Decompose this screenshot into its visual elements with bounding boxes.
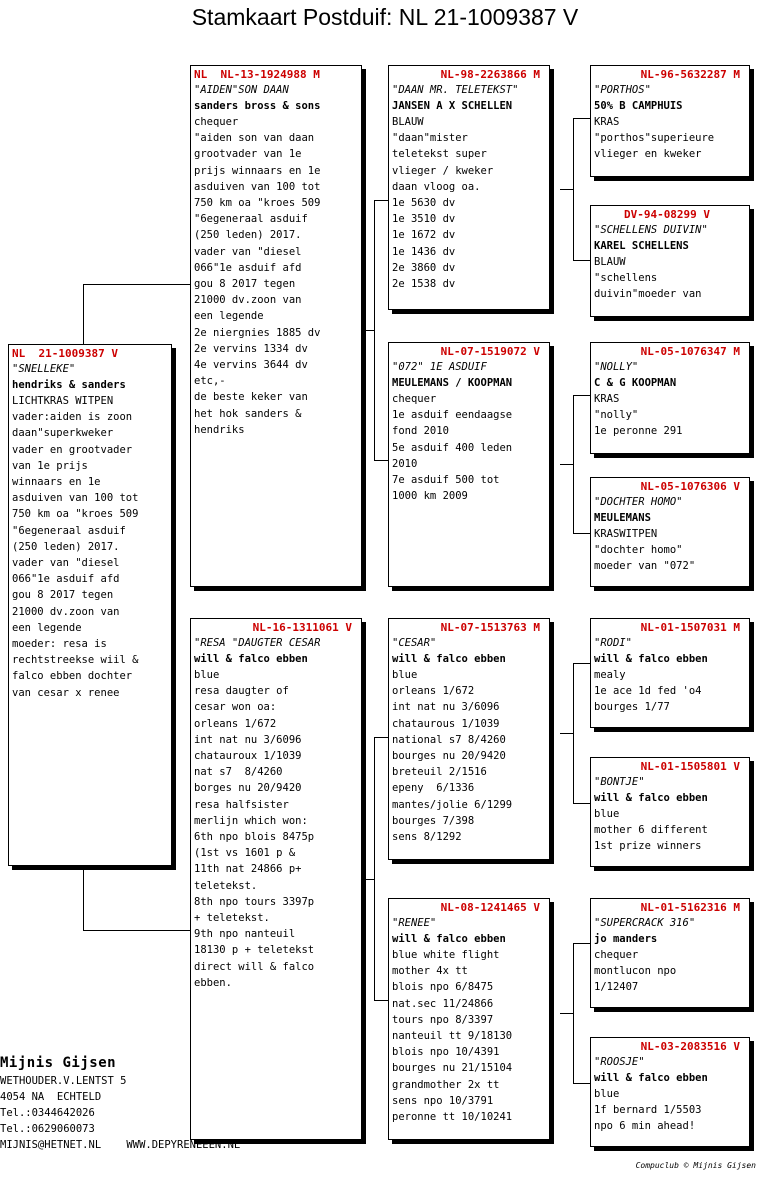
info-line: 11th nat 24866 p+ — [194, 863, 302, 876]
info-line: fond 2010 — [392, 425, 449, 438]
info-line: "6egeneraal asduif — [12, 524, 126, 537]
ring-number: DV-94-08299 V — [623, 208, 711, 221]
info-line: 1e 5630 dv — [392, 197, 456, 210]
pigeon-name: "072" 1E ASDUIF — [392, 361, 487, 373]
pigeon-owner: will & falco ebben — [392, 653, 506, 665]
info-line: 2e 1538 dv — [392, 278, 456, 291]
info-line: 7e asduif 500 tot — [392, 474, 500, 487]
info-line: blue — [594, 808, 620, 820]
info-line: grandmother 2x tt — [392, 1078, 500, 1091]
info-line: 2e 3860 dv — [392, 261, 456, 274]
pigeon-card-dam-sire — [388, 618, 550, 860]
pigeon-card-sire-sire — [388, 65, 550, 310]
info-line: vader en grootvader — [12, 443, 133, 456]
info-line: mother 4x tt — [392, 965, 468, 978]
info-line: het hok sanders & — [194, 407, 302, 420]
connector — [362, 879, 374, 880]
info-line: de beste keker van — [194, 391, 308, 404]
info-line: 1e 1672 dv — [392, 229, 456, 242]
connector — [573, 533, 590, 534]
connector — [83, 284, 190, 285]
info-line: "porthos"superieure — [594, 132, 715, 145]
pigeon-owner: will & falco ebben — [594, 792, 708, 804]
info-line: KRAS — [594, 116, 620, 128]
info-line: mother 6 different — [594, 824, 708, 837]
ring-number: NL NL-13-1924988 M — [194, 68, 320, 81]
ring-number: NL-01-1507031 M — [640, 621, 740, 634]
connector — [573, 260, 590, 261]
info-line: 750 km oa "kroes 509 — [194, 197, 321, 210]
info-line: etc,- — [194, 375, 226, 388]
connector — [560, 464, 573, 465]
info-line: 066"1e asduif afd — [12, 573, 120, 586]
info-line: int nat nu 3/6096 — [392, 701, 500, 714]
pigeon-name: "CESAR" — [392, 637, 437, 649]
ring-number: NL-96-5632287 M — [640, 68, 740, 81]
pigeon-card-sire-dam — [388, 342, 550, 587]
info-line: vlieger / kweker — [392, 164, 494, 177]
info-line: gou 8 2017 tegen — [12, 589, 114, 602]
pigeon-owner: will & falco ebben — [594, 1072, 708, 1084]
info-line: "6egeneraal asduif — [194, 213, 308, 226]
info-line: nat s7 8/4260 — [194, 766, 283, 779]
info-line: moeder van "072" — [594, 560, 696, 573]
pigeon-card-sss — [590, 65, 750, 177]
pigeon-name: "NOLLY" — [594, 361, 639, 373]
info-line: bourges 7/398 — [392, 814, 475, 827]
info-line: 5e asduif 400 leden — [392, 441, 513, 454]
connector — [374, 737, 388, 738]
pigeon-card-ddd — [590, 1037, 750, 1147]
info-line: een legende — [194, 310, 264, 323]
info-line: chequer — [594, 949, 639, 961]
info-line: chatauroux 1/1039 — [194, 750, 302, 763]
info-line: resa daugter of — [194, 685, 289, 698]
ring-number: NL-08-1241465 V — [440, 901, 540, 914]
info-line: falco ebben dochter — [12, 670, 133, 683]
pigeon-card-sds — [590, 342, 750, 454]
info-line: national s7 8/4260 — [392, 733, 506, 746]
info-line: vlieger en kweker — [594, 148, 702, 161]
info-line: chequer — [392, 393, 437, 405]
info-line: van 1e prijs — [12, 459, 88, 472]
connector — [374, 1000, 388, 1001]
ring-number: NL-07-1519072 V — [440, 345, 540, 358]
pigeon-owner: MEULEMANS — [594, 512, 651, 524]
connector — [560, 1013, 573, 1014]
pigeon-owner: JANSEN A X SCHELLEN — [392, 100, 513, 112]
pigeon-owner: jo manders — [594, 933, 658, 945]
pigeon-name: "SCHELLENS DUIVIN" — [594, 224, 708, 236]
info-line: 2010 — [392, 457, 418, 470]
info-line: 1e 1436 dv — [392, 245, 456, 258]
info-line: prijs winnaars en 1e — [194, 164, 321, 177]
connector — [573, 943, 574, 1083]
info-line: duivin"moeder van — [594, 288, 702, 301]
info-line: montlucon npo — [594, 965, 677, 978]
ring-number: NL-01-1505801 V — [640, 760, 740, 773]
info-line: int nat nu 3/6096 — [194, 733, 302, 746]
info-line: borges nu 20/9420 — [194, 782, 302, 795]
connector — [374, 200, 375, 460]
pigeon-name: "RODI" — [594, 637, 632, 649]
pigeon-owner: will & falco ebben — [194, 653, 308, 665]
pigeon-card-ssd — [590, 205, 750, 317]
info-line: "aiden son van daan — [194, 132, 315, 145]
connector — [560, 189, 573, 190]
breeder-info — [0, 1053, 240, 1153]
info-line: 4e vervins 3644 dv — [194, 359, 308, 372]
breeder-contact: MIJNIS@HETNET.NL WWW.DEPYRENEEEN.NL — [0, 1139, 241, 1151]
info-line: resa halfsister — [194, 798, 289, 811]
info-line: 1/12407 — [594, 981, 639, 994]
pigeon-owner: will & falco ebben — [392, 933, 506, 945]
info-line: blois npo 6/8475 — [392, 981, 494, 994]
info-line: mealy — [594, 669, 626, 681]
info-line: chequer — [194, 116, 239, 128]
info-line: daan vloog oa. — [392, 180, 481, 193]
breeder-mobile: Tel.:0629060073 — [0, 1123, 95, 1135]
info-line: tours npo 8/3397 — [392, 1013, 494, 1026]
pigeon-owner: KAREL SCHELLENS — [594, 240, 689, 252]
info-line: "dochter homo" — [594, 544, 683, 557]
info-line: vader van "diesel — [12, 557, 120, 570]
info-line: blue — [194, 669, 220, 681]
connector — [573, 395, 574, 533]
info-line: bourges 1/77 — [594, 701, 670, 714]
connector — [573, 943, 590, 944]
pigeon-owner: 50% B CAMPHUIS — [594, 100, 683, 112]
connector — [573, 663, 574, 803]
info-line: "nolly" — [594, 409, 639, 422]
ring-number: NL-05-1076347 M — [640, 345, 740, 358]
pigeon-name: "PORTHOS" — [594, 84, 651, 96]
connector — [573, 118, 574, 260]
connector — [374, 200, 388, 201]
info-line: nat.sec 11/24866 — [392, 997, 494, 1010]
pigeon-card-dss — [590, 618, 750, 728]
info-line: vader:aiden is zoon — [12, 411, 133, 424]
connector — [573, 1083, 590, 1084]
connector — [362, 330, 374, 331]
info-line: blue — [392, 669, 418, 681]
info-line: (250 leden) 2017. — [12, 540, 120, 553]
pigeon-name: "DOCHTER HOMO" — [594, 496, 683, 508]
info-line: blois npo 10/4391 — [392, 1046, 500, 1059]
ring-number: NL 21-1009387 V — [12, 347, 118, 360]
info-line: 066"1e asduif afd — [194, 261, 302, 274]
pigeon-name: "SUPERCRACK 316" — [594, 917, 696, 929]
breeder-city: 4054 NA ECHTELD — [0, 1091, 102, 1103]
page-title: Stamkaart Postduif: NL 21-1009387 V — [191, 4, 579, 30]
connector — [374, 460, 388, 461]
info-line: bourges nu 20/9420 — [392, 750, 506, 763]
pigeon-card-sdd — [590, 477, 750, 587]
pigeon-name: "RENEE" — [392, 917, 437, 929]
info-line: vader van "diesel — [194, 245, 302, 258]
connector — [573, 118, 590, 119]
info-line: npo 6 min ahead! — [594, 1120, 696, 1133]
pigeon-card-dsd — [590, 757, 750, 867]
info-line: ebben. — [194, 976, 232, 989]
info-line: moeder: resa is — [12, 638, 107, 651]
info-line: LICHTKRAS WITPEN — [12, 395, 114, 407]
info-line: 1e 3510 dv — [392, 213, 456, 226]
pigeon-card-subject — [8, 344, 172, 866]
info-line: 2e niergnies 1885 dv — [194, 326, 321, 339]
info-line: breteuil 2/1516 — [392, 766, 487, 779]
pigeon-card-dam-dam — [388, 898, 550, 1140]
info-line: direct will & falco — [194, 960, 315, 973]
info-line: daan"superkweker — [12, 427, 114, 440]
info-line: 6th npo blois 8475p — [194, 831, 315, 844]
info-line: hendriks — [194, 423, 245, 436]
info-line: KRASWITPEN — [594, 528, 658, 540]
connector — [560, 733, 573, 734]
breeder-name: Mijnis Gijsen — [0, 1055, 117, 1071]
info-line: (250 leden) 2017. — [194, 229, 302, 242]
ring-number: NL-98-2263866 M — [440, 68, 540, 81]
info-line: BLAUW — [392, 116, 424, 128]
info-line: gou 8 2017 tegen — [194, 278, 296, 291]
connector — [83, 930, 190, 931]
info-line: cesar won oa: — [194, 701, 277, 714]
info-line: (1st vs 1601 p & — [194, 847, 296, 860]
ring-number: NL-05-1076306 V — [640, 480, 740, 493]
info-line: teletekst super — [392, 148, 487, 161]
ring-number: NL-03-2083516 V — [640, 1040, 740, 1053]
connector — [573, 803, 590, 804]
connector — [83, 866, 84, 930]
info-line: sens npo 10/3791 — [392, 1094, 494, 1107]
ring-number: NL-07-1513763 M — [440, 621, 540, 634]
pigeon-name: "SNELLEKE" — [12, 363, 76, 375]
info-line: 1st prize winners — [594, 840, 702, 853]
info-line: grootvader van 1e — [194, 148, 302, 161]
pigeon-name: "DAAN MR. TELETEKST" — [392, 84, 519, 96]
info-line: 1e ace 1d fed 'o4 — [594, 685, 702, 698]
info-line: rechtstreekse wiil & — [12, 654, 139, 667]
info-line: 18130 p + teletekst — [194, 944, 315, 957]
pigeon-owner: C & G KOOPMAN — [594, 377, 677, 389]
info-line: teletekst. — [194, 879, 258, 892]
copyright-note: Compuclub © Mijnis Gijsen — [635, 1161, 756, 1170]
info-line: peronne tt 10/10241 — [392, 1111, 513, 1124]
info-line: orleans 1/672 — [392, 685, 475, 698]
pigeon-card-dds — [590, 898, 750, 1008]
connector — [374, 737, 375, 1000]
info-line: asduiven van 100 tot — [12, 492, 139, 505]
info-line: "schellens — [594, 272, 658, 285]
pigeon-card-sire — [190, 65, 362, 587]
breeder-address: WETHOUDER.V.LENTST 5 — [0, 1075, 127, 1087]
connector — [573, 663, 590, 664]
ring-number: NL-01-5162316 M — [640, 901, 740, 914]
pigeon-name: "BONTJE" — [594, 776, 645, 788]
ring-number: NL-16-1311061 V — [252, 621, 352, 634]
pigeon-owner: MEULEMANS / KOOPMAN — [392, 377, 513, 389]
info-line: 1000 km 2009 — [392, 490, 468, 503]
info-line: 21000 dv.zoon van — [12, 605, 120, 618]
pigeon-owner: hendriks & sanders — [12, 379, 126, 391]
info-line: 2e vervins 1334 dv — [194, 342, 308, 355]
pigeon-owner: sanders bross & sons — [194, 100, 321, 112]
info-line: 21000 dv.zoon van — [194, 294, 302, 307]
info-line: merlijn which won: — [194, 814, 308, 827]
info-line: bourges nu 21/15104 — [392, 1062, 513, 1075]
info-line: BLAUW — [594, 256, 626, 268]
info-line: blue — [594, 1088, 620, 1100]
pigeon-name: "RESA "DAUGTER CESAR — [194, 637, 321, 649]
info-line: chataurous 1/1039 — [392, 717, 500, 730]
info-line: 1f bernard 1/5503 — [594, 1104, 702, 1117]
pigeon-owner: will & falco ebben — [594, 653, 708, 665]
info-line: 9th npo nanteuil — [194, 928, 296, 941]
info-line: 1e peronne 291 — [594, 425, 683, 438]
pigeon-name: "ROOSJE" — [594, 1056, 645, 1068]
info-line: een legende — [12, 621, 82, 634]
info-line: + teletekst. — [194, 912, 270, 925]
info-line: KRAS — [594, 393, 620, 405]
breeder-phone: Tel.:0344642026 — [0, 1107, 95, 1119]
info-line: 750 km oa "kroes 509 — [12, 508, 139, 521]
info-line: asduiven van 100 tot — [194, 180, 321, 193]
info-line: 8th npo tours 3397p — [194, 895, 315, 908]
pigeon-name: "AIDEN"SON DAAN — [194, 84, 289, 96]
info-line: winnaars en 1e — [12, 476, 101, 489]
info-line: mantes/jolie 6/1299 — [392, 798, 513, 811]
info-line: 1e asduif eendaagse — [392, 409, 513, 422]
info-line: orleans 1/672 — [194, 717, 277, 730]
connector — [573, 395, 590, 396]
info-line: epeny 6/1336 — [392, 782, 475, 795]
connector — [83, 284, 84, 344]
info-line: blue white flight — [392, 949, 500, 961]
info-line: "daan"mister — [392, 132, 468, 145]
info-line: nanteuil tt 9/18130 — [392, 1030, 513, 1043]
info-line: sens 8/1292 — [392, 831, 462, 844]
info-line: van cesar x renee — [12, 686, 120, 699]
